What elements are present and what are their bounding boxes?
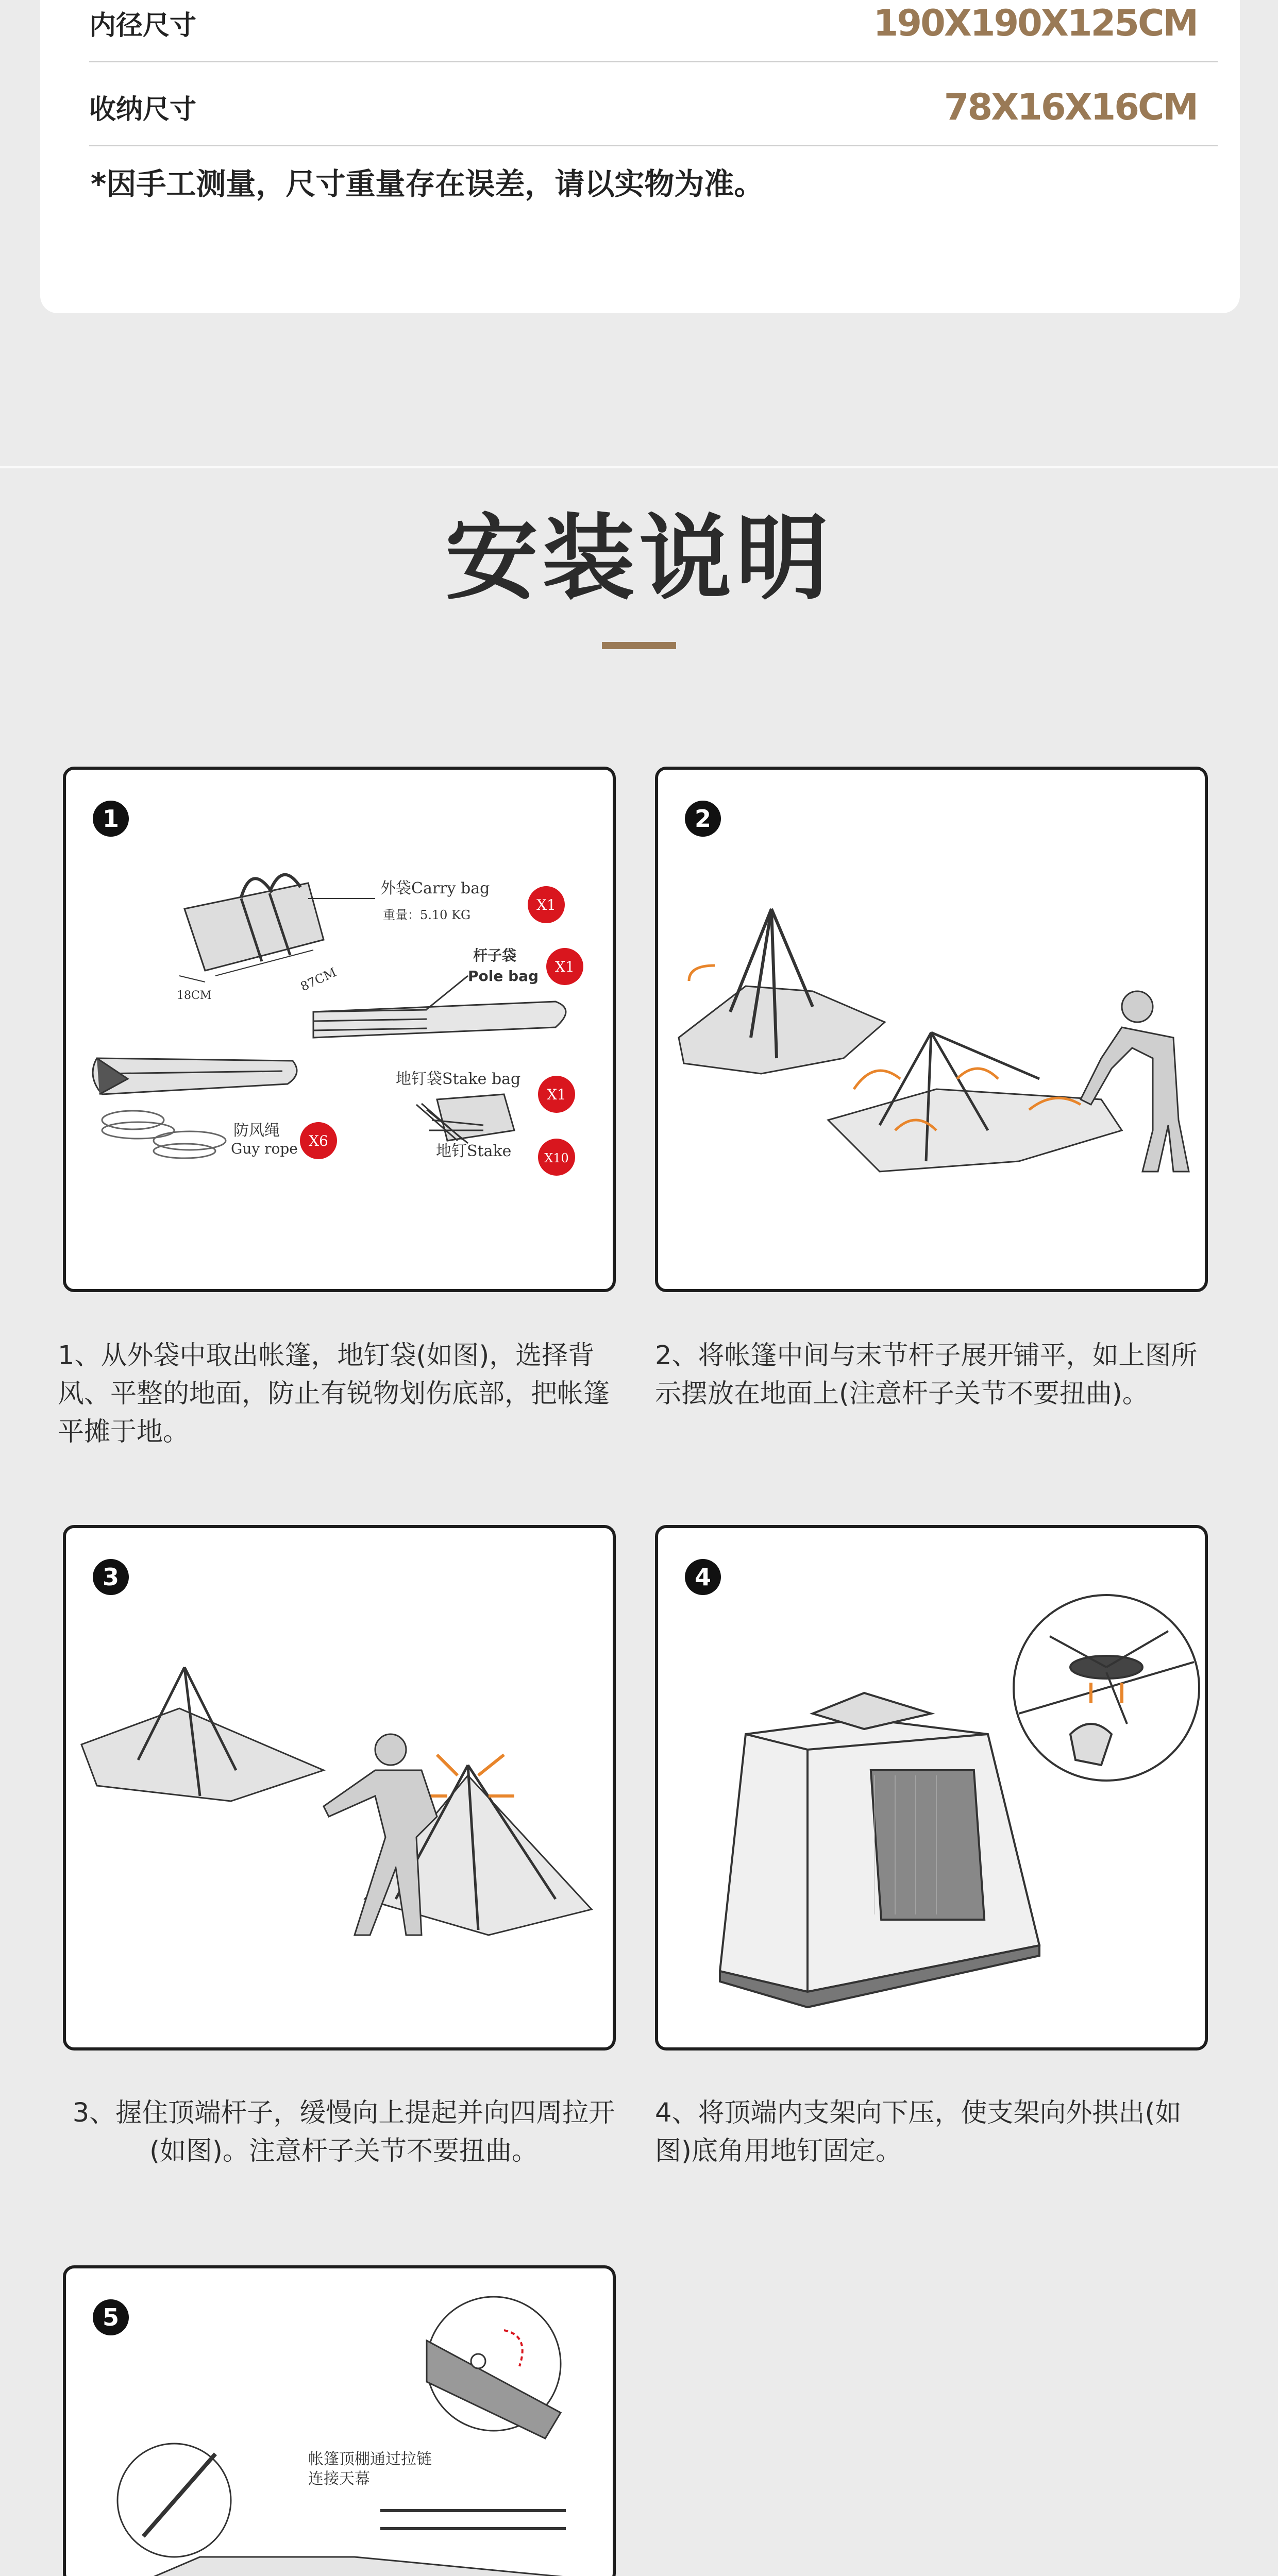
step-2-illustration — [655, 767, 1208, 1292]
section-divider — [0, 466, 1278, 468]
step-number: 5 — [93, 2299, 129, 2335]
guy-rope-cn-label: 防风绳 — [233, 1122, 280, 1140]
spec-label: 收纳尺寸 — [89, 94, 197, 125]
stake-bag-icon — [416, 1094, 514, 1143]
width-label: 18CM — [177, 989, 212, 1002]
step-4-caption: 4、将顶端内支架向下压，使支架向外拱出(如图)底角用地钉固定。 — [655, 2098, 1182, 2166]
spec-value: 190X190X125CM — [873, 2, 1197, 44]
tent-unfold-illustration — [658, 770, 1208, 1292]
step-5-illustration — [63, 2265, 616, 2576]
badge-qty: X6 — [309, 1132, 328, 1149]
rainfly-tent-icon — [128, 2557, 616, 2576]
step-number: 4 — [685, 1559, 721, 1595]
stake-bag-label: 地钉袋Stake bag — [396, 1070, 521, 1088]
pole-bag-icon — [313, 976, 566, 1038]
tent-raise-illustration — [66, 1528, 616, 2050]
weight-label: 重量：5.10 KG — [383, 908, 471, 922]
badge-qty: X1 — [536, 896, 556, 913]
badge-qty: X1 — [555, 958, 575, 975]
measurement-note: *因手工测量，尺寸重量存在误差，请以实物为准。 — [91, 166, 764, 201]
step-number: 1 — [93, 801, 129, 837]
collapsed-tent-icon — [679, 909, 885, 1074]
clip-detail-icon — [117, 2444, 231, 2557]
step-3-illustration — [63, 1525, 616, 2050]
step-number: 2 — [685, 801, 721, 837]
poles-icon — [380, 2511, 566, 2529]
carry-bag-label: 外袋Carry bag — [380, 879, 490, 897]
hub-detail-icon — [1014, 1595, 1199, 1781]
step-number: 3 — [93, 1559, 129, 1595]
zipper-label-line1: 帐篷顶棚通过拉链 — [308, 2450, 432, 2468]
section-title: 安装说明 — [445, 505, 833, 613]
rainfly-illustration — [66, 2268, 616, 2576]
step-1-illustration — [63, 767, 616, 1292]
spec-row-inner-size — [89, 0, 1218, 62]
guy-rope-en-label: Guy rope — [231, 1140, 298, 1157]
badge-qty: X1 — [547, 1086, 566, 1103]
step-4-illustration — [655, 1525, 1208, 2050]
person-icon — [324, 1734, 437, 1935]
length-label: 87CM — [298, 965, 339, 994]
pole-bag-en-label: Pole bag — [468, 968, 539, 985]
step-3-caption: 3、握住顶端杆子，缓慢向上提起并向四周拉开(如图)。注意杆子关节不要扭曲。 — [72, 2098, 615, 2166]
tent-secure-illustration — [658, 1528, 1208, 2050]
spec-value: 78X16X16CM — [944, 86, 1197, 128]
spec-card — [40, 0, 1240, 313]
tent-accessories-illustration — [66, 770, 616, 1292]
person-icon — [1081, 991, 1189, 1172]
zipper-label-line2: 连接天幕 — [308, 2470, 370, 2488]
pole-bag-cn-label: 杆子袋 — [473, 947, 517, 964]
arrow-icon — [689, 965, 715, 981]
flat-tent-icon — [81, 1667, 324, 1801]
guy-rope-icon — [102, 1111, 226, 1158]
step-2-caption: 2、将帐篷中间与末节杆子展开铺平，如上图所示摆放在地面上(注意杆子关节不要扭曲)。 — [655, 1341, 1198, 1409]
title-underline — [602, 642, 676, 649]
badge-qty: X10 — [544, 1151, 569, 1165]
spec-row-packed-size — [89, 63, 1218, 146]
tent-icon — [720, 1693, 1039, 2007]
stake-label: 地钉Stake — [436, 1142, 512, 1160]
step-1-caption: 1、从外袋中取出帐篷，地钉袋(如图)，选择背风、平整的地面，防止有锐物划伤底部，把帐篷平摊于地。 — [58, 1341, 610, 1447]
zipper-detail-icon — [427, 2297, 561, 2438]
spec-label: 内径尺寸 — [89, 10, 197, 41]
folded-tent-icon — [93, 1058, 297, 1094]
carry-bag-icon — [184, 875, 324, 971]
